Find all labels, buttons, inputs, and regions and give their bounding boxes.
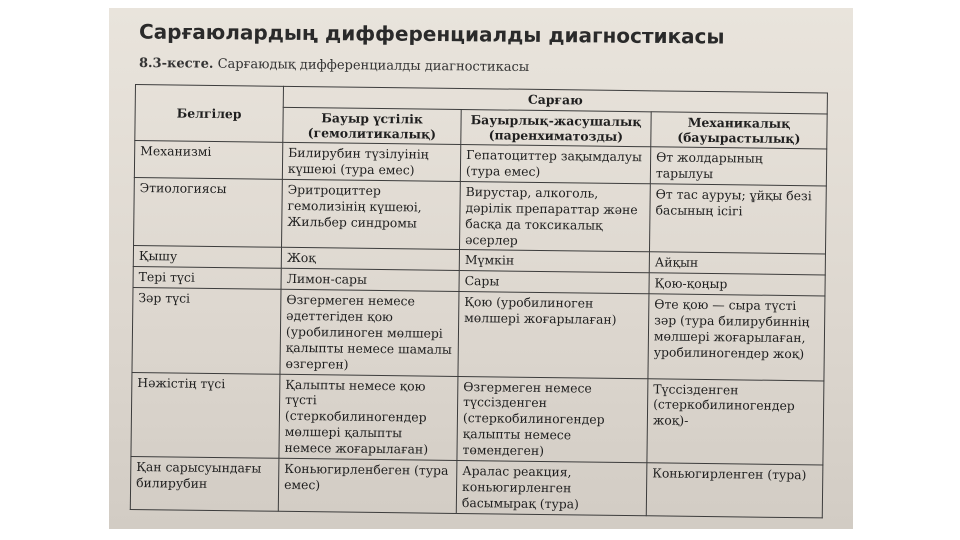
- table-cell: Өзгермеген немесе әдеттегіден қою (уробилиноген мөлшері қалыпты немесе шамалы өзгерген): [280, 289, 459, 376]
- document-photo: [109, 8, 853, 529]
- row-header-cell: Белгілер: [135, 85, 284, 143]
- table-cell: Коньюгирленбеген (тура емес): [278, 458, 457, 513]
- table-cell: Қою (уробилиноген мөлшері жоғарылаған): [458, 292, 649, 379]
- column-header-1-line2: (гемолитикалық): [307, 125, 437, 142]
- row-label-cell: Қан сарысуындағы билирубин: [130, 456, 279, 510]
- table-cell: Коньюгирленген (тура): [646, 463, 823, 518]
- table-cell: Билирубин түзілуінің күшеюі (тура емес): [282, 142, 460, 181]
- column-header-1-line1: Бауыр үстілік: [321, 110, 423, 127]
- diagnostics-table: [130, 84, 828, 518]
- header-group-cell: Сарғаю: [283, 86, 827, 114]
- row-label-cell: Этиологиясы: [134, 177, 283, 247]
- column-header-3-line1: Механикалық: [687, 114, 791, 131]
- row-label-cell: Зәр түсі: [132, 288, 281, 374]
- column-header-3-line2: (бауырастылық): [677, 129, 801, 147]
- column-header-2: [461, 109, 651, 147]
- table-cell: Өте қою — сыра түсті зәр (тура билирубиннің мөлшері жоғарылаған, уробилиногендер жоқ): [648, 294, 825, 381]
- table-cell: Вирустар, алкоголь, дәрілік препараттар және басқа да токсикалық әсерлер: [459, 181, 650, 252]
- row-label-cell: Механизмі: [134, 141, 282, 180]
- table-row: [131, 372, 824, 465]
- column-header-1: [283, 107, 461, 144]
- table-cell: Қалыпты немесе қою түсті (стеркобилиногендер мөлшері қалыпты немесе жоғарылаған): [279, 374, 458, 461]
- table-row: [132, 288, 825, 381]
- column-header-3: [651, 112, 827, 149]
- table-cell: Аралас реакция, коньюгирленген басымырақ (тура): [456, 460, 647, 515]
- table-cell: Мүмкін: [459, 250, 649, 273]
- page-title: Сарғаюлардың дифференциалды диагностикасы: [138, 19, 725, 49]
- table-cell: Лимон-сары: [281, 269, 459, 292]
- table-cell: Гепатоциттер зақымдалуы (тура емес): [460, 145, 650, 184]
- table-cell: Өзгермеген немесе түссізденген (стеркобилиногендер қалыпты немесе төмендеген): [457, 376, 648, 463]
- table-cell: Сары: [459, 271, 649, 294]
- table-cell: Қою-қоңыр: [649, 273, 825, 296]
- table-cell: Түссізденген (стеркобилиногендер жоқ)-: [647, 378, 824, 465]
- table-cell: Эритроциттер гемолизінің күшеюі, Жильбер синдромы: [282, 179, 461, 250]
- table-caption-text: Сарғаюдық дифференциалды диагностикасы: [217, 56, 530, 76]
- table-cell: Өт тас ауруы; ұйқы безі басының ісігі: [649, 184, 826, 255]
- row-label-cell: Нәжістің түсі: [131, 372, 280, 458]
- table-cell: Айқын: [649, 252, 825, 275]
- column-header-2-line1: Бауырлық-жасушалық: [470, 111, 642, 130]
- table-cell: Өт жолдарының тарылуы: [650, 147, 826, 186]
- row-label-cell: Тері түсі: [133, 267, 281, 290]
- table-row: [130, 456, 823, 517]
- table-caption: [139, 56, 529, 75]
- table-row: [134, 177, 827, 254]
- column-header-2-line2: (паренхиматозды): [488, 127, 624, 144]
- row-label-cell: Қышу: [133, 246, 281, 269]
- table-wrapper: [130, 84, 827, 518]
- table-cell: Жоқ: [281, 248, 459, 271]
- table-number: 8.3-кесте.: [138, 55, 214, 72]
